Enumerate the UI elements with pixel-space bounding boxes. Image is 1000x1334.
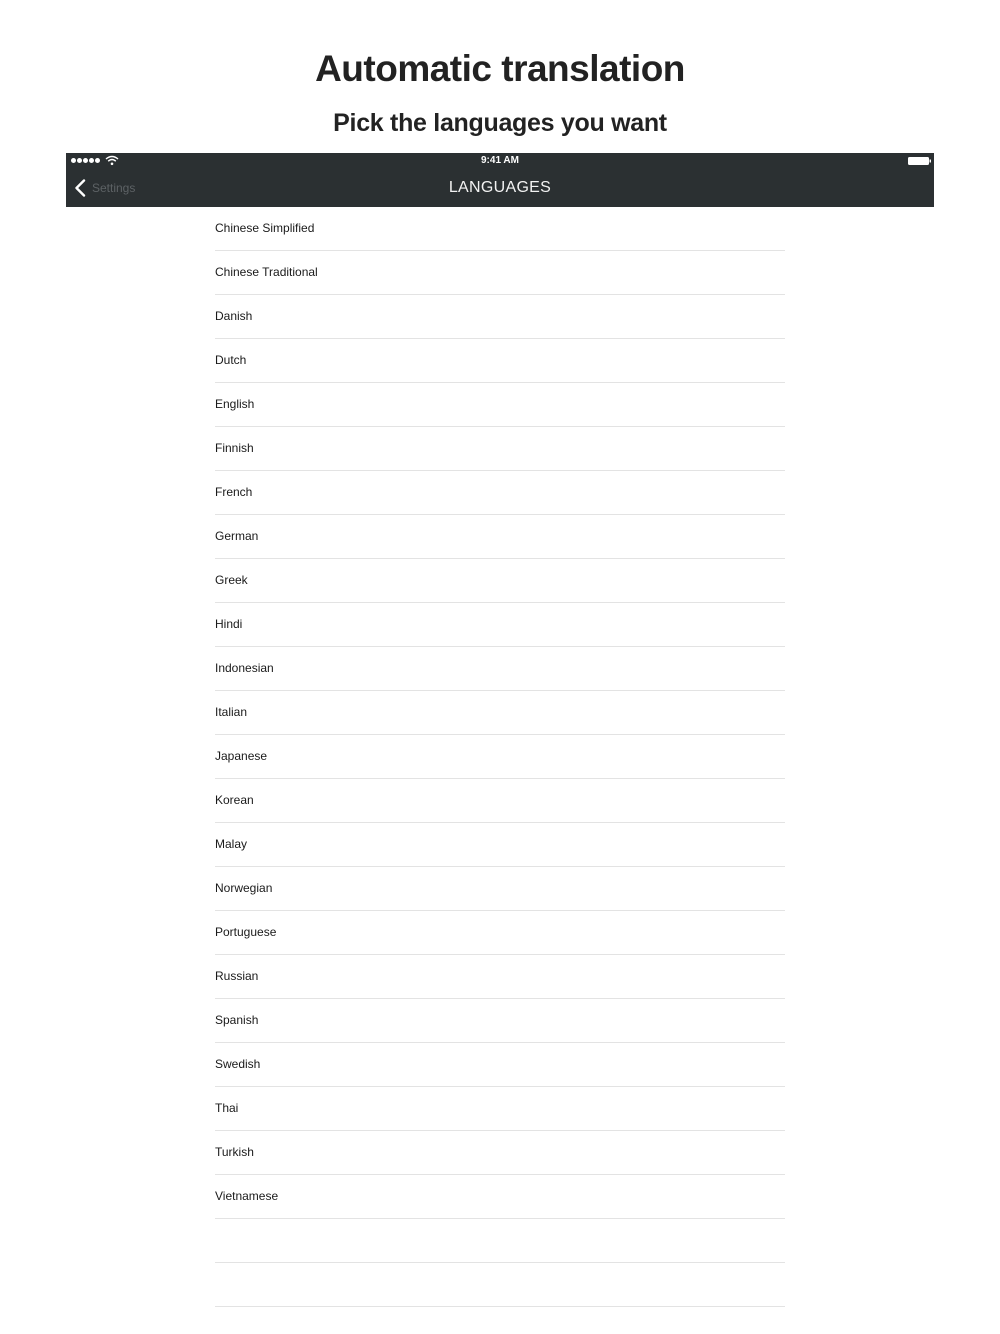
status-bar xyxy=(66,153,934,169)
back-button-label: Settings xyxy=(92,181,136,195)
language-label: Vietnamese xyxy=(215,1189,279,1203)
status-time: 9:41 AM xyxy=(481,155,519,166)
language-label: Norwegian xyxy=(215,881,273,895)
language-row[interactable] xyxy=(215,779,785,823)
language-label: Dutch xyxy=(215,353,247,367)
language-row[interactable] xyxy=(215,823,785,867)
language-label: Spanish xyxy=(215,1013,259,1027)
language-row[interactable] xyxy=(215,955,785,999)
language-row[interactable] xyxy=(215,559,785,603)
language-label: Finnish xyxy=(215,441,254,455)
language-label: Swedish xyxy=(215,1057,261,1071)
language-label: Danish xyxy=(215,309,253,323)
language-row[interactable] xyxy=(215,999,785,1043)
language-label: Chinese Traditional xyxy=(215,265,318,279)
language-row[interactable] xyxy=(215,295,785,339)
language-label: Malay xyxy=(215,837,248,851)
language-row[interactable] xyxy=(215,603,785,647)
language-row[interactable] xyxy=(215,515,785,559)
language-label: Greek xyxy=(215,573,248,587)
language-label: German xyxy=(215,529,259,543)
language-row[interactable] xyxy=(215,647,785,691)
language-label: Chinese Simplified xyxy=(215,221,315,235)
nav-title: LANGUAGES xyxy=(448,179,552,196)
language-label: Japanese xyxy=(215,749,268,763)
battery-icon xyxy=(908,157,932,165)
navigation-bar xyxy=(66,169,934,207)
device-screen xyxy=(66,153,934,1334)
language-label: Thai xyxy=(215,1101,239,1115)
language-list xyxy=(215,207,785,1307)
promo-title: Automatic translation xyxy=(315,48,685,89)
language-label: French xyxy=(215,485,253,499)
language-label: Korean xyxy=(215,793,254,807)
language-label: English xyxy=(215,397,255,411)
language-row[interactable] xyxy=(215,911,785,955)
language-row[interactable] xyxy=(215,1043,785,1087)
empty-row xyxy=(215,1219,785,1263)
language-row[interactable] xyxy=(215,471,785,515)
language-label: Turkish xyxy=(215,1145,254,1159)
top-bar xyxy=(66,153,934,207)
language-row[interactable] xyxy=(215,383,785,427)
language-row[interactable] xyxy=(215,207,785,251)
language-row[interactable] xyxy=(215,1087,785,1131)
language-label: Indonesian xyxy=(215,661,274,675)
language-row[interactable] xyxy=(215,339,785,383)
language-row[interactable] xyxy=(215,691,785,735)
language-row[interactable] xyxy=(215,735,785,779)
language-label: Hindi xyxy=(215,617,243,631)
language-label: Portuguese xyxy=(215,925,277,939)
empty-row xyxy=(215,1263,785,1307)
language-label: Italian xyxy=(215,705,248,719)
language-row[interactable] xyxy=(215,867,785,911)
language-row[interactable] xyxy=(215,1131,785,1175)
language-row[interactable] xyxy=(215,251,785,295)
language-row[interactable] xyxy=(215,427,785,471)
language-label: Russian xyxy=(215,969,259,983)
promo-subtitle: Pick the languages you want xyxy=(333,109,667,137)
language-row[interactable] xyxy=(215,1175,785,1219)
